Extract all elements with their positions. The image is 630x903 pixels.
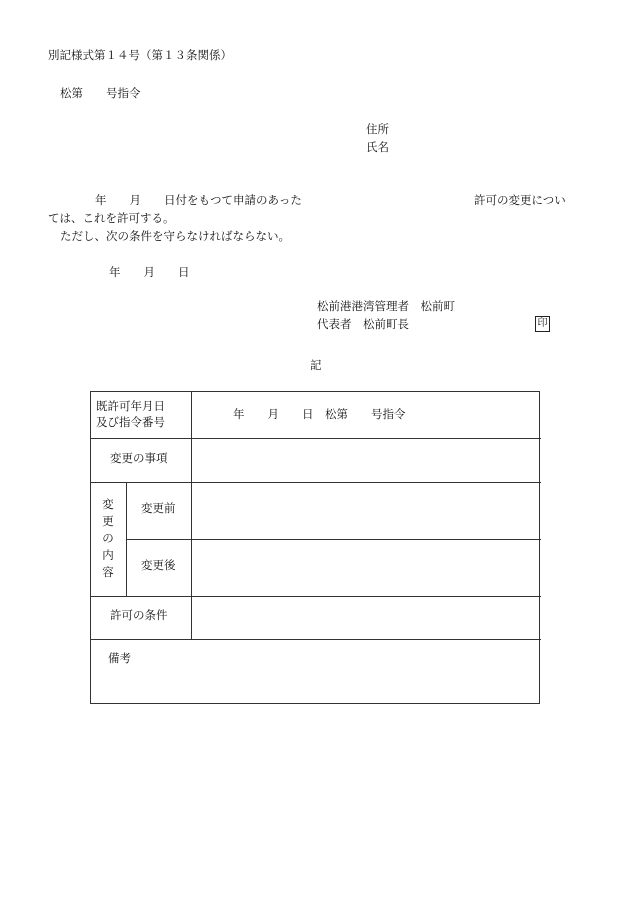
change-content-char: 変 (102, 497, 114, 511)
change-content-char: 容 (102, 565, 114, 579)
column-divider (191, 392, 192, 639)
prior-permit-label-2: 及び指令番号 (96, 415, 165, 429)
reference-number: 松第 号指令 (60, 86, 141, 100)
change-content-label (99, 496, 117, 581)
remarks-label: 備考 (108, 651, 131, 665)
row-divider (91, 438, 541, 439)
form-number: 別記様式第１４号（第１３条関係） (48, 48, 232, 62)
issue-date: 年 月 日 (109, 265, 190, 279)
body-line-1-prefix: 年 月 日付をもつて申請のあった (95, 193, 302, 207)
row-divider (91, 482, 541, 483)
ki-heading: 記 (310, 358, 322, 372)
row-divider (91, 639, 541, 640)
after-change-label: 変更後 (141, 558, 176, 572)
change-content-char: 内 (102, 548, 114, 562)
change-item-label: 変更の事項 (110, 451, 168, 465)
body-line-2: ては、これを許可する。 (48, 211, 175, 225)
prior-permit-value: 年 月 日 松第 号指令 (233, 407, 406, 421)
change-content-char: の (102, 531, 114, 545)
row-divider (126, 539, 541, 540)
before-change-label: 変更前 (141, 501, 176, 515)
body-line-3: ただし、次の条件を守らなければならない。 (60, 229, 290, 243)
seal-mark: 印 (535, 316, 550, 332)
issuer-representative: 代表者 松前町長 (317, 317, 409, 331)
body-line-1-suffix: 許可の変更につい (474, 193, 566, 207)
name-label: 氏名 (366, 140, 389, 154)
prior-permit-label-1: 既許可年月日 (96, 399, 165, 413)
permit-conditions-label: 許可の条件 (110, 608, 168, 622)
row-divider (91, 596, 541, 597)
issuer-organization: 松前港港湾管理者 松前町 (317, 299, 455, 313)
column-divider (126, 482, 127, 596)
address-label: 住所 (366, 122, 389, 136)
change-details-table (90, 391, 540, 704)
change-content-char: 更 (102, 514, 114, 528)
